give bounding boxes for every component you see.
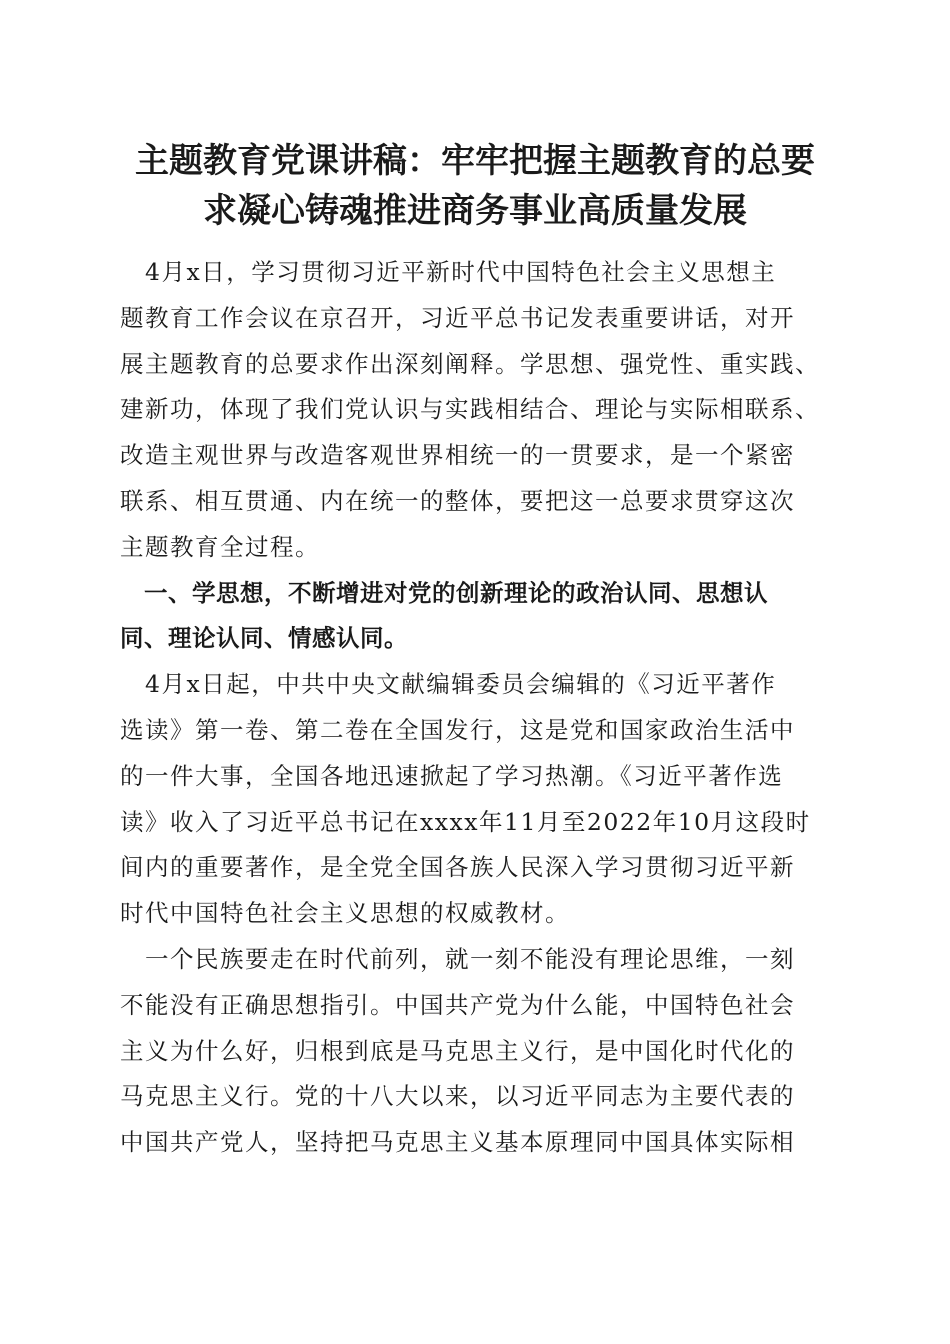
text-line: 读》收入了习近平总书记在xxxx年11月至2022年10月这段时 [120,807,811,836]
text-line: 中国共产党人，坚持把马克思主义基本原理同中国具体实际相 [120,1128,795,1157]
text-line: 的一件大事，全国各地迅速掀起了学习热潮。《习近平著作选 [120,761,784,790]
title-line: 主题教育党课讲稿：牢牢把握主题教育的总要 [135,141,815,181]
text-line: 主题教育全过程。 [120,532,320,561]
text-line: 不能没有正确思想指引。中国共产党为什么能，中国特色社会 [120,990,795,1019]
text-line: 题教育工作会议在京召开，习近平总书记发表重要讲话，对开 [120,303,795,332]
text-line: 展主题教育的总要求作出深刻阐释。学思想、强党性、重实践、 [120,349,820,378]
text-line: 时代中国特色社会主义思想的权威教材。 [120,899,570,928]
document-body [120,250,832,1166]
text-line: 改造主观世界与改造客观世界相统一的一贯要求，是一个紧密 [120,441,795,470]
document-title [90,136,860,236]
heading-line: 同、理论认同、情感认同。 [120,624,408,653]
text-line: 马克思主义行。党的十八大以来，以习近平同志为主要代表的 [120,1082,795,1111]
text-line: 4月x日起，中共中央文献编辑委员会编辑的《习近平著作 [120,670,777,699]
text-line: 主义为什么好，归根到底是马克思主义行，是中国化时代化的 [120,1036,795,1065]
text-line: 间内的重要著作，是全党全国各族人民深入学习贯彻习近平新 [120,853,795,882]
section-heading-1 [120,571,832,663]
text-line: 一个民族要走在时代前列，就一刻不能没有理论思维，一刻 [120,944,795,973]
heading-line: 一、学思想，不断增进对党的创新理论的政治认同、思想认 [120,578,768,607]
text-line: 联系、相互贯通、内在统一的整体，要把这一总要求贯穿这次 [120,486,795,515]
paragraph-selected-works [120,662,832,937]
text-line: 选读》第一卷、第二卷在全国发行，这是党和国家政治生活中 [120,715,795,744]
paragraph-intro [120,250,832,571]
title-line: 求凝心铸魂推进商务事业高质量发展 [203,191,747,231]
paragraph-theory [120,937,832,1166]
text-line: 4月x日，学习贯彻习近平新时代中国特色社会主义思想主 [120,258,777,286]
text-line: 建新功，体现了我们党认识与实践相结合、理论与实际相联系、 [120,395,820,424]
